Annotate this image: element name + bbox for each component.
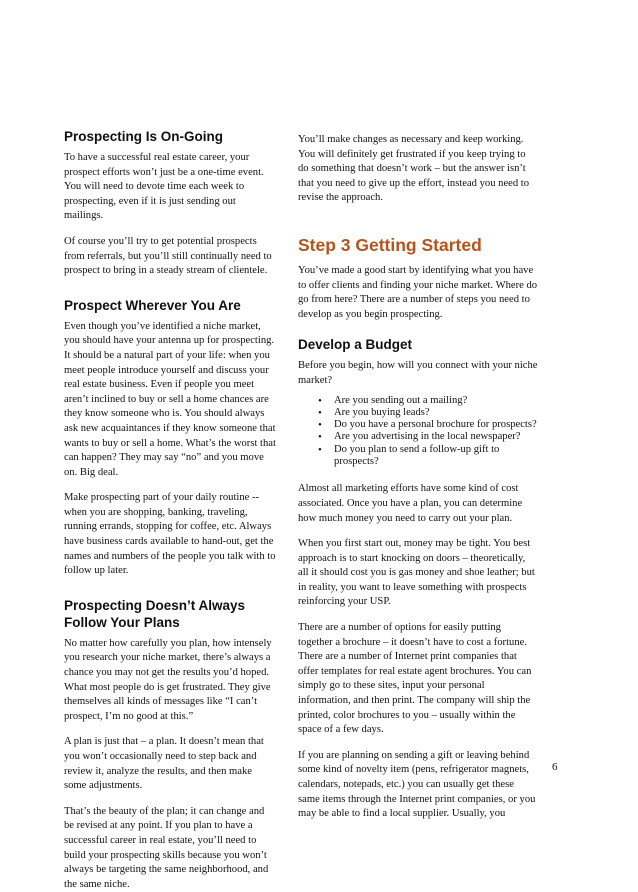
list-item: • Are you buying leads? xyxy=(334,407,538,419)
paragraph: You’ll make changes as necessary and keep working. You will definitely get frustrated if you keep trying to do something that doesn’t work – but the answer isn’t that you need to give up the effort, instead you need to revise the approach. xyxy=(298,134,530,204)
paragraph: Before you begin, how will you connect with your niche market? xyxy=(298,360,538,386)
paragraph: You’ve made a good start by identifying what you have to offer clients and finding your niche market. Where do go from here? There are a number of steps you need to develop as you begin prospecting. xyxy=(298,264,538,320)
list-item: • Do you have a personal brochure for prospects? xyxy=(334,419,538,431)
step-heading: Step 3 Getting Started xyxy=(298,234,482,255)
paragraph: Even though you’ve identified a niche market, you should have your antenna up for prospecting. It should be a natural part of your life: when you meet people introduce yourself and discuss your real estate business. Even if people you meet aren’t inclined to buy or sell a home chances are they know someone who is. You should always ask new acquaintances if they know someone that wants to buy or sell a home. What’s the worst that can happen? They may say “no” and you move on. Big deal. xyxy=(64,320,276,478)
right-column xyxy=(298,133,538,822)
list-item: • Do you plan to send a follow-up gift to prospects? xyxy=(334,444,538,469)
left-column xyxy=(64,128,276,892)
paragraph: There are a number of options for easily putting together a brochure – it doesn’t have to cost a fortune. There are a number of Internet print companies that offer templates for real estate agent brochures. You can simply go to these sites, input your personal information, and then print. The company will ship the printed, color brochures to you – usually within the space of a few days. xyxy=(298,622,532,736)
paragraph: To have a successful real estate career, your prospect efforts won’t just be a one-time event. You will need to devote time each week to prospecting, even if it is just sending out mailings. xyxy=(64,152,264,222)
paragraph: Almost all marketing efforts have some kind of cost associated. Once you have a plan, you can determine how much money you need to carry out your plan. xyxy=(298,483,523,524)
paragraph: Make prospecting part of your daily routine -- when you are shopping, banking, traveling, running errands, stopping for coffee, etc. Always have business cards available to hand-out, get the names and numbers of the people you talk with to follow up later. xyxy=(64,492,276,577)
list-item: • Are you sending out a mailing? xyxy=(334,395,538,407)
paragraph: No matter how carefully you plan, how intensely you research your niche market, there’s always a chance you may not get the results you’d hoped. What most people do is get frustrated. They give themselves all kinds of messages like “I can’t prospect, I’m no good at this.” xyxy=(64,637,272,722)
paragraph: If you are planning on sending a gift or leaving behind some kind of novelty item (pens, refrigerator magnets, calendars, notepads, etc.) you can usually get these same items through the Internet print companies, or you may be able to find a local supplier. Usually, you xyxy=(298,749,536,820)
paragraph: When you first start out, money may be tight. You best approach is to start knocking on doors – theoretically, all it should cost you is gas money and shoe leather; but in reality, you want to leave something with prospects reinforcing your USP. xyxy=(298,538,535,608)
bullet-list xyxy=(298,395,538,469)
paragraph: That’s the beauty of the plan; it can change and be revised at any point. If you plan to have a successful career in real estate, you’ll need to build your prospecting skills because you won’t always be targeting the same neighborhood, and the same niche. xyxy=(64,805,269,890)
page-number: 6 xyxy=(552,761,558,773)
list-item: • Are you advertising in the local newspaper? xyxy=(334,431,538,443)
section-heading: Develop a Budget xyxy=(298,337,413,353)
section-heading: Prospecting Doesn’t Always Follow Your Plans xyxy=(64,597,246,630)
paragraph: A plan is just that – a plan. It doesn’t mean that you won’t occasionally need to step back and review it, analyze the results, and then make some adjustments. xyxy=(64,736,264,792)
section-heading: Prospect Wherever You Are xyxy=(64,297,241,313)
section-heading: Prospecting Is On-Going xyxy=(64,129,224,144)
paragraph: Of course you’ll try to get potential prospects from referrals, but you’ll still continually need to prospect to bring in a steady stream of clientele. xyxy=(64,235,272,277)
